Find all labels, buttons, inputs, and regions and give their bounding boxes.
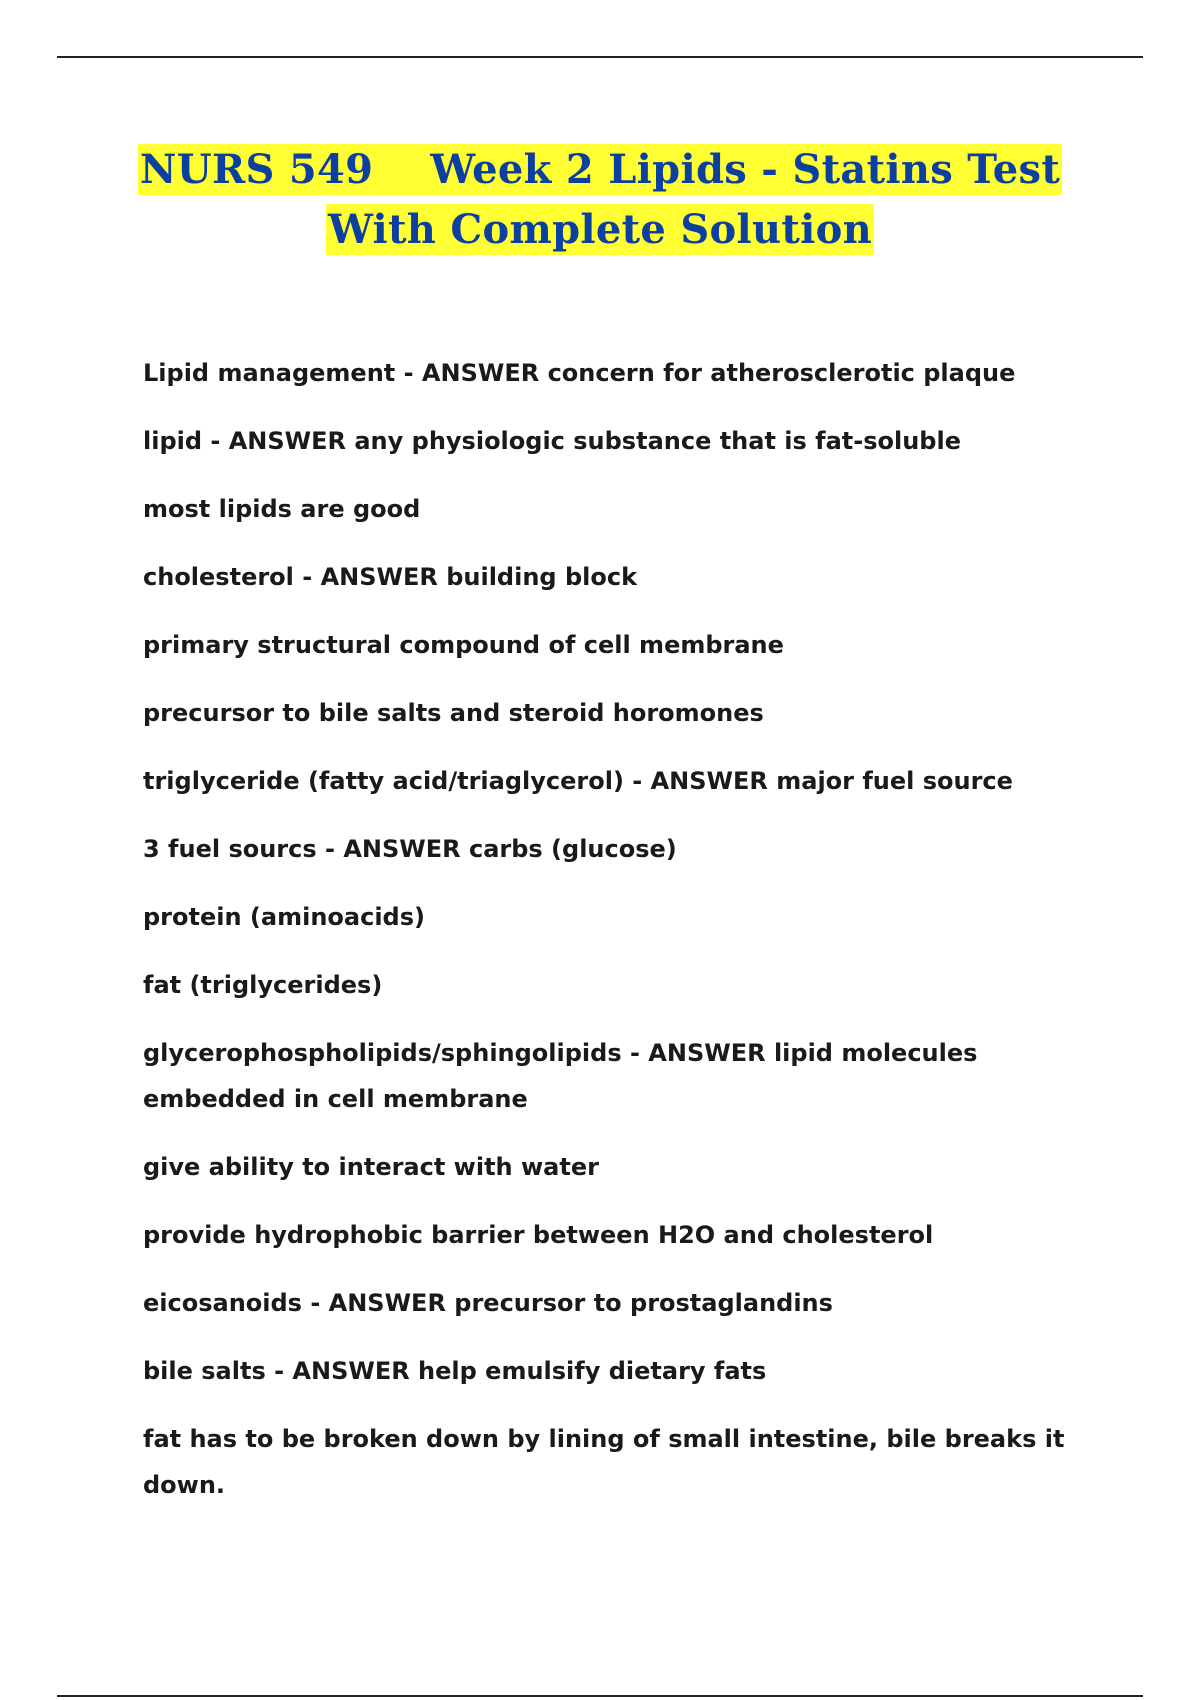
qa-entry: give ability to interact with water: [143, 1153, 599, 1181]
qa-entry: primary structural compound of cell membrane: [143, 631, 784, 659]
qa-entry: provide hydrophobic barrier between H2O and cholesterol: [143, 1221, 934, 1249]
title-line-1: NURS 549 Week 2 Lipids - Statins Test: [139, 146, 1061, 193]
qa-entry: 3 fuel sourcs - ANSWER carbs (glucose): [143, 835, 677, 863]
qa-entry: fat (triglycerides): [143, 971, 383, 999]
qa-entry: protein (aminoacids): [143, 903, 425, 931]
qa-entry: Lipid management - ANSWER concern for atherosclerotic plaque: [143, 359, 1016, 387]
page-title: [60, 140, 1140, 260]
qa-list: [143, 350, 1083, 1530]
qa-entry: lipid - ANSWER any physiologic substance that is fat-soluble: [143, 427, 961, 455]
qa-entry: most lipids are good: [143, 495, 421, 523]
bottom-rule: [57, 1695, 1143, 1697]
qa-entry: glycerophospholipids/sphingolipids - ANSWER lipid molecules embedded in cell membrane: [143, 1039, 978, 1113]
qa-entry: eicosanoids - ANSWER precursor to prostaglandins: [143, 1289, 833, 1317]
qa-entry: triglyceride (fatty acid/triaglycerol) - ANSWER major fuel source: [143, 767, 1013, 795]
qa-entry: precursor to bile salts and steroid horomones: [143, 699, 764, 727]
title-line-2: With Complete Solution: [327, 206, 873, 253]
qa-entry: fat has to be broken down by lining of small intestine, bile breaks it down.: [143, 1425, 1065, 1499]
qa-entry: bile salts - ANSWER help emulsify dietary fats: [143, 1357, 767, 1385]
top-rule: [57, 56, 1143, 58]
qa-entry: cholesterol - ANSWER building block: [143, 563, 638, 591]
